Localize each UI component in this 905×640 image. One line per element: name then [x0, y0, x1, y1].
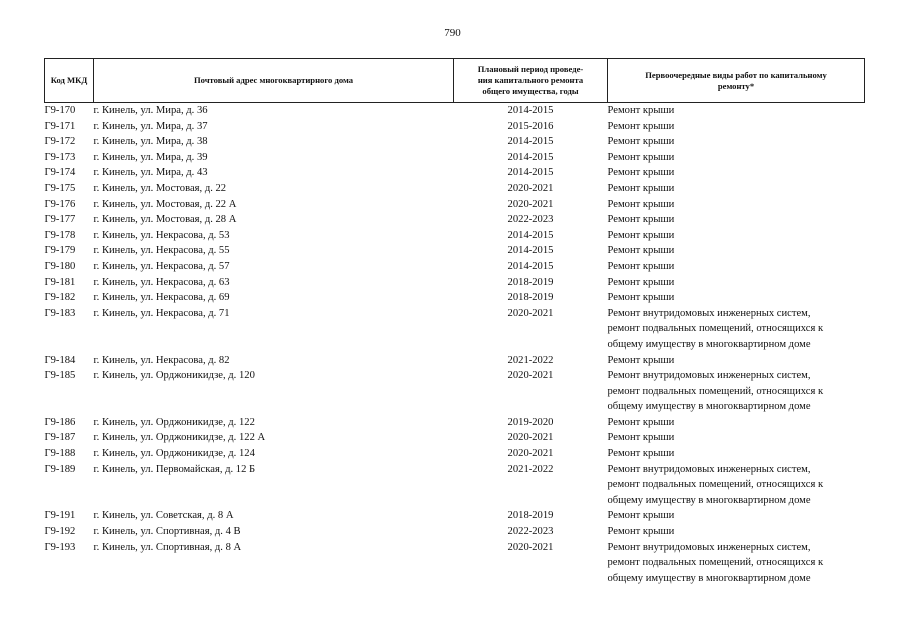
cell-works [608, 306, 865, 353]
cell-address: г. Кинель, ул. Первомайская, д. 12 Б [93, 463, 256, 475]
cell-period: 2014-2015 [507, 245, 554, 257]
cell-period: 2022-2023 [507, 526, 554, 538]
cell-address: г. Кинель, ул. Спортивная, д. 8 А [93, 541, 242, 553]
cell-code: Г9-174 [44, 167, 76, 179]
works-line: ремонт подвальных помещений, относящихся к [607, 557, 824, 569]
works-line: ремонт подвальных помещений, относящихся к [607, 323, 824, 335]
cell-code: Г9-177 [44, 214, 76, 226]
cell-code: Г9-191 [44, 510, 76, 522]
cell-code: Г9-171 [44, 120, 76, 132]
table-row [45, 540, 865, 587]
table-row [45, 103, 865, 119]
works-line: общему имуществу в многоквартирном доме [607, 401, 811, 413]
cell-works [608, 181, 865, 197]
table-row [45, 181, 865, 197]
header-works-line: Первоочередные виды работ по капитальному [645, 69, 827, 80]
works-line: Ремонт внутридомовых инженерных систем, [607, 370, 811, 382]
works-line: ремонт подвальных помещений, относящихся к [607, 385, 824, 397]
cell-works [608, 103, 865, 119]
cell-period: 2022-2023 [507, 214, 554, 226]
cell-address: г. Кинель, ул. Мира, д. 38 [93, 136, 208, 148]
header-works-line: ремонту* [717, 80, 755, 91]
cell-address: г. Кинель, ул. Мира, д. 37 [93, 120, 208, 132]
cell-works [608, 446, 865, 462]
cell-works [608, 508, 865, 524]
table-row [45, 134, 865, 150]
works-line: Ремонт крыши [607, 182, 675, 194]
cell-works [608, 228, 865, 244]
table-row [45, 119, 865, 135]
table-body [45, 103, 865, 587]
cell-address: г. Кинель, ул. Мира, д. 43 [93, 167, 208, 179]
table-row [45, 275, 865, 291]
cell-code: Г9-172 [44, 136, 76, 148]
works-line: Ремонт крыши [607, 448, 675, 460]
cell-period: 2014-2015 [507, 260, 554, 272]
cell-address: г. Кинель, ул. Мира, д. 36 [93, 105, 208, 116]
works-line: Ремонт крыши [607, 136, 675, 148]
cell-code: Г9-189 [44, 463, 76, 475]
cell-code: Г9-173 [44, 151, 76, 163]
cell-code: Г9-180 [44, 260, 76, 272]
cell-period: 2020-2021 [507, 198, 554, 210]
cell-period: 2018-2019 [507, 292, 554, 304]
works-line: Ремонт крыши [607, 214, 675, 226]
cell-period: 2020-2021 [507, 370, 554, 382]
works-line: Ремонт крыши [607, 245, 675, 257]
cell-period: 2014-2015 [507, 167, 554, 179]
works-line: Ремонт крыши [607, 229, 675, 241]
cell-code: Г9-186 [44, 416, 76, 428]
cell-code: Г9-182 [44, 292, 76, 304]
cell-code: Г9-193 [44, 541, 76, 553]
cell-period: 2018-2019 [507, 276, 554, 288]
header-address: Почтовый адрес многоквартирного дома [94, 59, 454, 103]
cell-works [608, 524, 865, 540]
cell-period: 2014-2015 [507, 229, 554, 241]
works-line: Ремонт крыши [607, 260, 675, 272]
cell-address: г. Кинель, ул. Мира, д. 39 [93, 151, 208, 163]
cell-code: Г9-184 [44, 354, 76, 366]
works-line: Ремонт внутридомовых инженерных систем, [607, 541, 811, 553]
table-row [45, 306, 865, 353]
cell-period: 2015-2016 [507, 120, 554, 132]
table-row [45, 462, 865, 509]
header-code: Код МКД [45, 59, 94, 103]
cell-period: 2020-2021 [507, 307, 554, 319]
table-row [45, 197, 865, 213]
works-line: Ремонт крыши [607, 292, 675, 304]
cell-address: г. Кинель, ул. Орджоникидзе, д. 122 А [93, 432, 266, 444]
cell-works [608, 290, 865, 306]
cell-code: Г9-188 [44, 448, 76, 460]
works-line: Ремонт крыши [607, 432, 675, 444]
cell-works [608, 415, 865, 431]
cell-works [608, 243, 865, 259]
cell-works [608, 430, 865, 446]
works-line: Ремонт крыши [607, 276, 675, 288]
cell-address: г. Кинель, ул. Орджоникидзе, д. 122 [93, 416, 255, 428]
cell-works [608, 462, 865, 509]
cell-address: г. Кинель, ул. Некрасова, д. 55 [93, 245, 230, 257]
table-row [45, 524, 865, 540]
cell-address: г. Кинель, ул. Мостовая, д. 22 [93, 182, 227, 194]
header-period-line: Плановый период проведе- [477, 64, 584, 74]
works-line: Ремонт крыши [607, 416, 675, 428]
works-line: Ремонт крыши [607, 151, 675, 163]
table-row [45, 290, 865, 306]
cell-period: 2014-2015 [507, 105, 554, 116]
header-period-line: общего имущества, годы [482, 86, 579, 96]
cell-works [608, 540, 865, 587]
cell-works [608, 150, 865, 166]
table-row [45, 415, 865, 431]
cell-works [608, 212, 865, 228]
cell-period: 2021-2022 [507, 463, 554, 475]
works-line: Ремонт крыши [607, 510, 675, 522]
cell-period: 2019-2020 [507, 416, 554, 428]
cell-code: Г9-185 [44, 370, 76, 382]
cell-address: г. Кинель, ул. Мостовая, д. 28 А [93, 214, 237, 226]
header-works [608, 59, 865, 103]
table-row [45, 259, 865, 275]
cell-works [608, 259, 865, 275]
cell-address: г. Кинель, ул. Советская, д. 8 А [93, 510, 234, 522]
cell-period: 2020-2021 [507, 182, 554, 194]
page-number: 790 [444, 27, 461, 39]
table-header-row [45, 59, 865, 103]
cell-address: г. Кинель, ул. Некрасова, д. 53 [93, 229, 230, 241]
works-line: общему имуществу в многоквартирном доме [607, 572, 811, 584]
table-row [45, 508, 865, 524]
cell-period: 2014-2015 [507, 136, 554, 148]
table-row [45, 243, 865, 259]
works-line: Ремонт внутридомовых инженерных систем, [607, 307, 811, 319]
cell-works [608, 134, 865, 150]
cell-address: г. Кинель, ул. Спортивная, д. 4 В [93, 526, 241, 538]
works-line: Ремонт крыши [607, 120, 675, 132]
cell-address: г. Кинель, ул. Некрасова, д. 57 [93, 260, 230, 272]
works-line: общему имуществу в многоквартирном доме [607, 338, 811, 350]
cell-period: 2014-2015 [507, 151, 554, 163]
cell-period: 2018-2019 [507, 510, 554, 522]
cell-code: Г9-170 [44, 105, 76, 116]
cell-code: Г9-181 [44, 276, 76, 288]
cell-address: г. Кинель, ул. Некрасова, д. 82 [93, 354, 230, 366]
works-line: Ремонт крыши [607, 198, 675, 210]
table-row [45, 165, 865, 181]
cell-address: г. Кинель, ул. Некрасова, д. 69 [93, 292, 230, 304]
table-row [45, 212, 865, 228]
cell-period: 2020-2021 [507, 541, 554, 553]
header-period [454, 59, 608, 103]
repair-plan-table [44, 58, 865, 586]
works-line: Ремонт внутридомовых инженерных систем, [607, 463, 811, 475]
table-row [45, 150, 865, 166]
works-line: общему имуществу в многоквартирном доме [607, 494, 811, 506]
cell-works [608, 197, 865, 213]
cell-code: Г9-176 [44, 198, 76, 210]
cell-period: 2020-2021 [507, 432, 554, 444]
cell-period: 2021-2022 [507, 354, 554, 366]
cell-works [608, 368, 865, 415]
cell-works [608, 353, 865, 369]
cell-code: Г9-192 [44, 526, 76, 538]
cell-code: Г9-178 [44, 229, 76, 241]
table-row [45, 430, 865, 446]
table-row [45, 353, 865, 369]
table-row [45, 368, 865, 415]
works-line: Ремонт крыши [607, 105, 675, 116]
works-line: Ремонт крыши [607, 354, 675, 366]
works-line: Ремонт крыши [607, 526, 675, 538]
cell-period: 2020-2021 [507, 448, 554, 460]
cell-code: Г9-183 [44, 307, 76, 319]
cell-address: г. Кинель, ул. Некрасова, д. 71 [93, 307, 230, 319]
cell-works [608, 119, 865, 135]
cell-code: Г9-179 [44, 245, 76, 257]
cell-works [608, 275, 865, 291]
works-line: Ремонт крыши [607, 167, 675, 179]
header-period-line: ния капитального ремонта [477, 75, 584, 85]
cell-works [608, 165, 865, 181]
works-line: ремонт подвальных помещений, относящихся к [607, 479, 824, 491]
table-row [45, 228, 865, 244]
cell-code: Г9-187 [44, 432, 76, 444]
cell-address: г. Кинель, ул. Орджоникидзе, д. 124 [93, 448, 255, 460]
cell-address: г. Кинель, ул. Некрасова, д. 63 [93, 276, 230, 288]
cell-code: Г9-175 [44, 182, 76, 194]
cell-address: г. Кинель, ул. Мостовая, д. 22 А [93, 198, 237, 210]
table-row [45, 446, 865, 462]
cell-address: г. Кинель, ул. Орджоникидзе, д. 120 [93, 370, 255, 382]
